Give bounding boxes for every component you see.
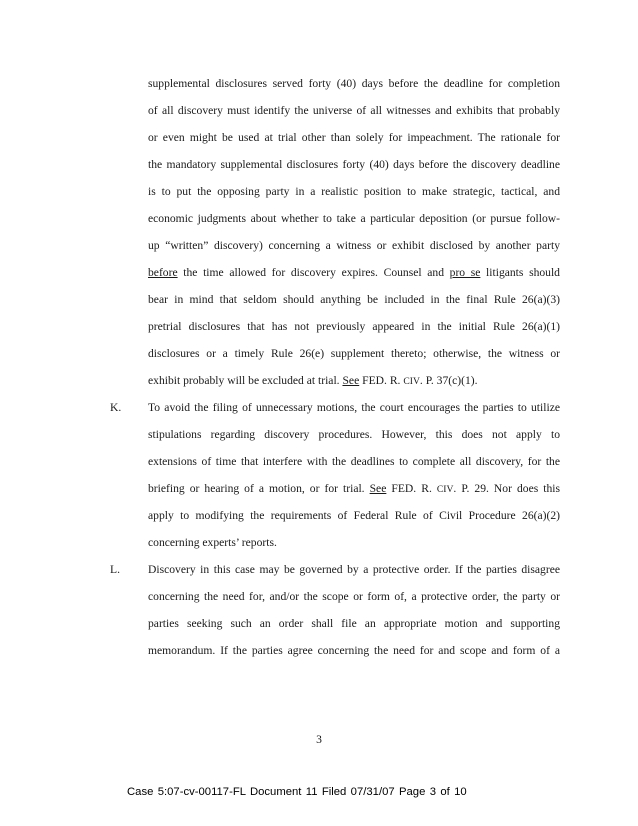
- body-line: supplemental disclosures served forty (40) days before the deadline for completion: [148, 77, 560, 90]
- body-line: pretrial disclosures that has not previously appeared in the initial Rule 26(a)(1): [148, 320, 560, 333]
- item-k-line: apply to modifying the requirements of Federal Rule of Civil Procedure 26(a)(2): [148, 509, 560, 522]
- text-span: CIV: [436, 484, 454, 495]
- text-span: the time allowed for discovery expires. Counsel and: [177, 266, 450, 279]
- text-span: exhibit probably will be excluded at trial.: [148, 374, 343, 387]
- body-line: disclosures or a timely Rule 26(e) supplement thereto; otherwise, the witness or: [148, 347, 560, 360]
- body-line: economic judgments about whether to take a particular deposition (or pursue follow-: [148, 212, 560, 225]
- body-line: is to put the opposing party in a realistic position to make strategic, tactical, and: [148, 185, 560, 198]
- item-l-line: Discovery in this case may be governed by a protective order. If the parties disagree: [148, 563, 560, 576]
- text-span: . P. 37(c)(1).: [419, 374, 478, 387]
- item-l-line: memorandum. If the parties agree concerning the need for and scope and form of a: [148, 644, 560, 657]
- text-span: FED: [386, 482, 414, 495]
- text-span: . R.: [413, 482, 437, 495]
- body-line: of all discovery must identify the universe of all witnesses and exhibits that probably: [148, 104, 560, 117]
- body-line: [148, 374, 560, 389]
- emphasis-before: before: [148, 266, 178, 279]
- item-k-line: [148, 482, 560, 497]
- body-line: [148, 266, 560, 280]
- text-span: . R.: [384, 374, 404, 387]
- item-k-line: To avoid the filing of unnecessary motions, the court encourages the parties to utilize: [148, 401, 560, 414]
- emphasis-pro-se: pro se: [449, 266, 481, 279]
- text-span: FED: [359, 374, 385, 387]
- item-k-line: concerning experts’ reports.: [148, 536, 277, 549]
- text-span: litigants should: [480, 266, 560, 279]
- document-footer: Case 5:07-cv-00117-FL Document 11 Filed 07/31/07 Page 3 of 10: [127, 786, 467, 798]
- text-span: briefing or hearing of a motion, or for trial.: [148, 482, 370, 495]
- body-line: or even might be used at trial other than solely for impeachment. The rationale for: [148, 131, 560, 144]
- item-l-line: parties seeking such an order shall file an appropriate motion and supporting: [148, 617, 560, 630]
- text-span: . P. 29. Nor does this: [453, 482, 560, 495]
- item-k-line: stipulations regarding discovery procedures. However, this does not apply to: [148, 428, 560, 441]
- item-l-line: concerning the need for, and/or the scope or form of, a protective order, the party or: [148, 590, 560, 603]
- body-line: up “written” discovery) concerning a witness or exhibit disclosed by another party: [148, 239, 560, 252]
- citation-see: See: [369, 482, 387, 495]
- text-span: CIV: [403, 376, 420, 387]
- item-l-marker: L.: [110, 563, 120, 576]
- item-k-line: extensions of time that interfere with the deadlines to complete all discovery, for the: [148, 455, 560, 468]
- citation-see: See: [342, 374, 360, 387]
- body-line: bear in mind that seldom should anything be included in the final Rule 26(a)(3): [148, 293, 560, 306]
- body-line: the mandatory supplemental disclosures forty (40) days before the discovery deadline: [148, 158, 560, 171]
- page-number: 3: [316, 733, 322, 746]
- item-k-marker: K.: [110, 401, 122, 414]
